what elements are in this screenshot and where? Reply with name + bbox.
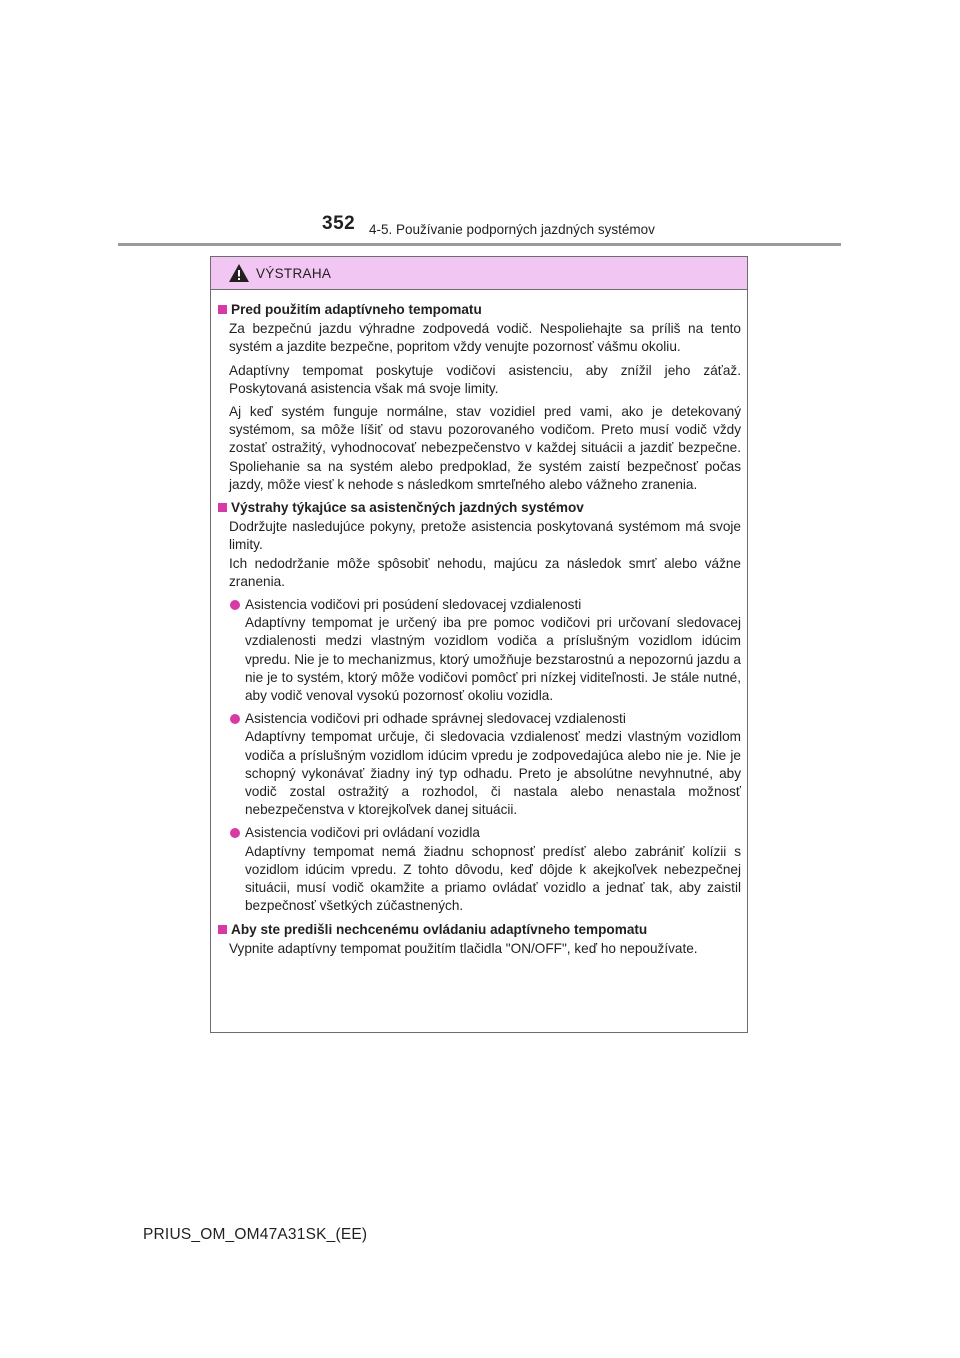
paragraph: Vypnite adaptívny tempomat použitím tlačidla "ON/OFF", keď ho nepoužívate. xyxy=(229,940,698,956)
paragraph: Adaptívny tempomat poskytuje vodičovi asistenciu, aby znížil jeho záťaž. Poskytovaná asistencia však má svoje limity. xyxy=(229,362,741,396)
section-heading-text: Výstrahy týkajúce sa asistenčných jazdných systémov xyxy=(231,500,584,516)
warning-triangle-icon xyxy=(228,263,250,283)
paragraph: Za bezpečnú jazdu výhradne zodpovedá vodič. Nespoliehajte sa príliš na tento systém a jazdite bezpečne, popritom vždy venujte pozornosť vášmu okoliu. xyxy=(229,321,741,355)
circle-bullet-icon xyxy=(230,600,240,610)
list-item-title: Asistencia vodičovi pri ovládaní vozidla xyxy=(245,825,480,841)
warning-body xyxy=(211,290,747,958)
paragraph: Ich nedodržanie môže spôsobiť nehodu, majúcu za následok smrť alebo vážne zranenia. xyxy=(229,555,741,589)
list-item-title: Asistencia vodičovi pri odhade správnej sledovacej vzdialenosti xyxy=(245,711,626,727)
section-title: 4-5. Používanie podporných jazdných systémov xyxy=(369,222,655,237)
list-item xyxy=(229,824,741,915)
page-number: 352 xyxy=(322,213,356,234)
document-code: PRIUS_OM_OM47A31SK_(EE) xyxy=(143,1226,368,1243)
square-bullet-icon xyxy=(218,925,227,934)
header-divider xyxy=(118,243,841,246)
warning-header xyxy=(211,257,747,290)
warning-box xyxy=(210,256,748,1033)
square-bullet-icon xyxy=(218,305,227,314)
circle-bullet-icon xyxy=(230,828,240,838)
section-heading xyxy=(218,499,741,517)
paragraph: Dodržujte nasledujúce pokyny, pretože asistencia poskytovaná systémom má svoje limity. xyxy=(229,519,741,553)
list-item-title: Asistencia vodičovi pri posúdení sledovacej vzdialenosti xyxy=(245,597,582,613)
paragraph: Aj keď systém funguje normálne, stav vozidiel pred vami, ako je detekovaný systémom, sa môže líšiť od stavu pozorovaného vodičom. Preto musí vodič vždy zostať ostražitý, vyhodnocovať nebezpečenstvo v každej situácii a jazdiť bezpečne. Spoliehanie sa na systém alebo predpoklad, že systém zaistí bezpečnosť počas jazdy, môže viesť k nehode s následkom smrteľného alebo vážneho zranenia. xyxy=(229,404,741,492)
section-heading xyxy=(218,301,741,319)
section-heading-text: Aby ste predišli nechcenému ovládaniu adaptívneho tempomatu xyxy=(231,921,648,937)
list-item-text: Adaptívny tempomat nemá žiadnu schopnosť predísť alebo zabrániť kolízii s vozidlom idúcim vpredu. Z tohto dôvodu, keď dôjde k akejkoľvek nebezpečnej situácii, musí vodič okamžite a priamo ovládať vozidlo a jednať tak, aby zaistil bezpečnosť všetkých zúčastnených. xyxy=(245,843,741,914)
section-heading xyxy=(218,921,741,939)
list-item xyxy=(229,596,741,705)
list-item-text: Adaptívny tempomat určuje, či sledovacia vzdialenosť medzi vlastným vozidlom vodiča a príslušným vozidlom idúcim vpredu je zodpovedajúca alebo nie je. Nie je schopný vykonávať žiadny iný typ odhadu. Preto je absolútne nevyhnutné, aby vodič zostal ostražitý a rozhodol, či nastala alebo nenastala možnosť nebezpečenstva v ktorejkoľvek danej situácii. xyxy=(245,729,741,818)
warning-title: VÝSTRAHA xyxy=(256,265,332,281)
square-bullet-icon xyxy=(218,503,227,512)
list-item-text: Adaptívny tempomat je určený iba pre pomoc vodičovi pri určovaní sledovacej vzdialenosti medzi vlastným vozidlom vodiča a príslušným vozidlom idúcim vpredu. Nie je to mechanizmus, ktorý umožňuje bezstarostnú a nepozornú jazdu a nie je to systém, ktorý môže vodičovi pomôcť pri nízkej viditeľnosti. Je stále nutné, aby vodič venoval vysokú pozornosť okoliu vozidla. xyxy=(245,615,741,704)
circle-bullet-icon xyxy=(230,714,240,724)
section-heading-text: Pred použitím adaptívneho tempomatu xyxy=(231,302,482,317)
list-item xyxy=(229,710,741,819)
